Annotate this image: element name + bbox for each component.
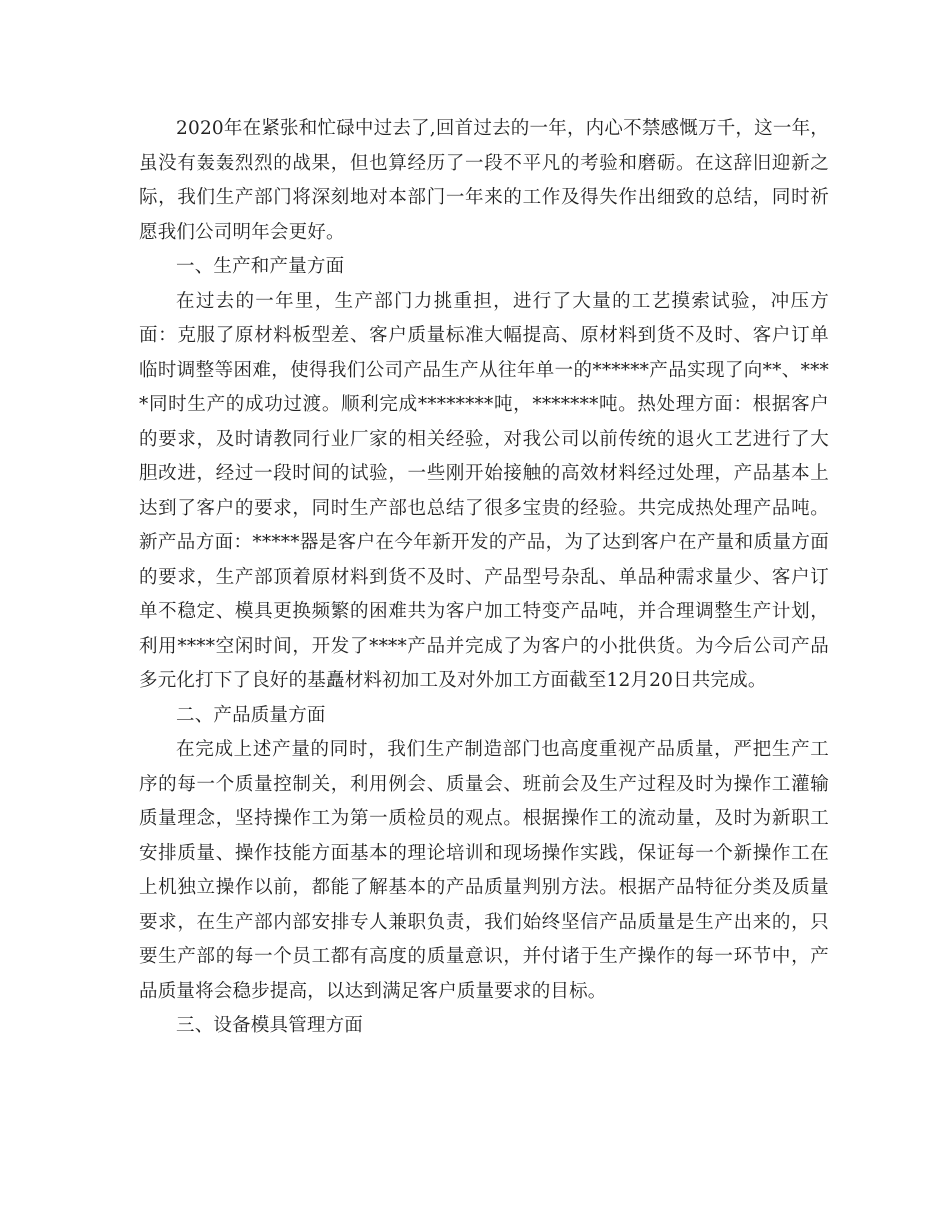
document-body [139, 112, 829, 1044]
section-heading-production: 一、生产和产量方面 [176, 256, 345, 277]
intro-paragraph: 2020年在紧张和忙碌中过去了,回首过去的一年，内心不禁感慨万千，这一年，虽没有轰轰烈烈的战果，但也算经历了一段不平凡的考验和磨砺。在这辞旧迎新之际，我们生产部门将深刻地对本部门一年来的工作及得失作出细致的总结，同时祈愿我们公司明年会更好。 [139, 118, 829, 243]
section-heading-equipment: 三、设备模具管理方面 [176, 1015, 364, 1036]
section-heading-quality: 二、产品质量方面 [176, 704, 326, 726]
quality-paragraph: 在完成上述产量的同时，我们生产制造部门也高度重视产品质量，严把生产工序的每一个质量控制关，利用例会、质量会、班前会及生产过程及时为操作工灌输质量理念，坚持操作工为第一质检员的观点。根据操作工的流动量，及时为新职工安排质量、操作技能方面基本的理论培训和现场操作实践，保证每一个新操作工在上机独立操作以前，都能了解基本的产品质量判别方法。根据产品特征分类及质量要求，在生产部内部安排专人兼职负责，我们始终坚信产品质量是生产出来的，只要生产部的每一个员工都有高度的质量意识，并付诸于生产操作的每一环节中，产品质量将会稳步提高，以达到满足客户质量要求的目标。 [139, 739, 829, 1002]
production-paragraph: 在过去的一年里，生产部门力挑重担，进行了大量的工艺摸索试验，冲压方面：克服了原材料板型差、客户质量标准大幅提高、原材料到货不及时、客户订单临时调整等困难，使得我们公司产品生产从往年单一的******产品实现了向**、****同时生产的成功过渡。顺利完成********吨，*******吨。热处理方面：根据客户的要求，及时请教同行业厂家的相关经验，对我公司以前传统的退火工艺进行了大胆改进，经过一段时间的试验，一些刚开始接触的高效材料经过处理，产品基本上达到了客户的要求，同时生产部也总结了很多宝贵的经验。共完成热处理产品吨。新产品方面：*****器是客户在今年新开发的产品，为了达到客户在产量和质量方面的要求，生产部顶着原材料到货不及时、产品型号杂乱、单品种需求量少、客户订单不稳定、模具更换频繁的困难共为客户加工特变产品吨，并合理调整生产计划，利用****空闲时间，开发了****产品并完成了为客户的小批供货。为今后公司产品多元化打下了良好的基矗材料初加工及对外加工方面截至12月20日共完成。 [139, 290, 829, 691]
